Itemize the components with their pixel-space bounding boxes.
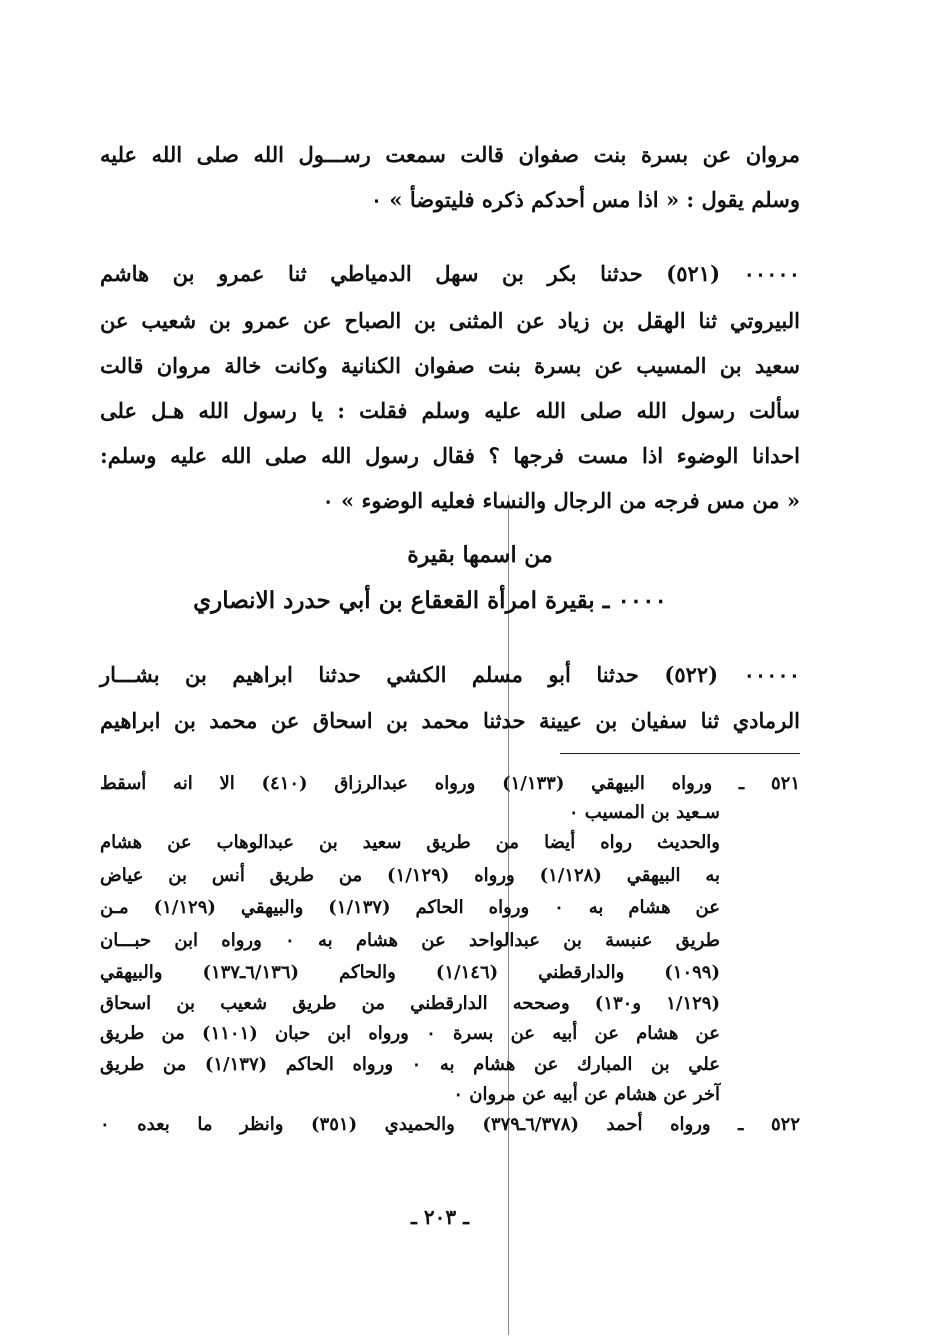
footnote-line: والحديث رواه أيضا من طريق سعيد بن عبدالوهاب عن هشام (100, 832, 720, 853)
footnote-line: ٥٢٢ ـ ورواه أحمد (٦/٣٧٨ـ٣٧٩) والحميدي (٣٥١) وانظر ما بعده ٠ (100, 1114, 800, 1135)
footnote-line: طريق عنبسة بن عبدالواحد عن هشام به ٠ ورواه ابن حبـــان (100, 930, 720, 951)
text-line: سعيد بن المسيب عن بسرة بنت صفوان الكنانية وكانت خالة مروان قالت (100, 353, 800, 378)
page-number: ـ ٢٠٣ ـ (411, 1205, 469, 1229)
footnote-line: ٥٢١ ـ ورواه البيهقي (١/١٣٣) ورواه عبدالرزاق (٤١٠) الا انه أسقط (100, 773, 800, 794)
text-line: ٠٠٠٠٠ (٥٢١) حدثنا بكر بن سهل الدمياطي ثنا عمرو بن هاشم (100, 261, 800, 286)
footnote-line: سـعيد بن المسيب ٠ (568, 802, 720, 823)
footnote-line: به البيهقي (١/١٢٨) ورواه (١/١٢٩) من طريق أنس بن عياض (100, 865, 721, 886)
text-line: الرمادي ثنا سفيان بن عيينة حدثنا محمد بن اسحاق عن محمد بن ابراهيم (100, 708, 800, 733)
text-line: البيروتي ثنا الهقل بن زياد عن المثنى بن الصباح عن عمرو بن شعيب عن (100, 308, 800, 333)
footnote-line: آخر عن هشام عن أبيه عن مروان ٠ (453, 1084, 720, 1105)
footnote-line: عن هشام عن أبيه عن بسرة ٠ ورواه ابن حبان (١١٠١) من طريق (100, 1023, 720, 1044)
text-line: ٠٠٠٠٠ (٥٢٢) حدثنا أبو مسلم الكشي حدثنا ابراهيم بن بشـــار (100, 662, 800, 687)
footnote-line: (١٠٩٩) والدارقطني (١/١٤٦) والحاكم (٦/١٣٦ـ١٣٧) والبيهقي (100, 962, 720, 983)
text-line: وسلم يقول : « اذا مس أحدكم ذكره فليتوضأ » ٠ (370, 187, 800, 212)
footnote-line: (١/١٢٩ و١٣٠) وصححه الدارقطني من طريق شعيب بن اسحاق (100, 993, 720, 1014)
section-heading: من اسمها بقيرة (407, 542, 553, 568)
text-line: احدانا الوضوء اذا مست فرجها ؟ فقال رسول الله صلى الله عليه وسلم: (100, 443, 800, 468)
section-subheading: ٠٠٠٠ ـ بقيرة امرأة القعقاع بن أبي حدرد الانصاري (193, 587, 667, 614)
text-line: سألت رسول الله صلى الله عليه وسلم فقلت : يا رسول الله هـل على (100, 398, 800, 423)
footnote-line: علي بن المبارك عن هشام به ٠ ورواه الحاكم (١/١٣٧) من طريق (100, 1054, 720, 1075)
text-line: مروان عن بسرة بنت صفوان قالت سمعت رســـول الله صلى الله عليه (100, 142, 800, 167)
text-line: « من مس فرجه من الرجال والنساء فعليه الوضوء » ٠ (322, 488, 800, 513)
footnote-line: عن هشام به ٠ ورواه الحاكم (١/١٣٧) والبيهقي (١/١٢٩) مـن (100, 897, 720, 918)
footnote-divider (560, 753, 800, 754)
